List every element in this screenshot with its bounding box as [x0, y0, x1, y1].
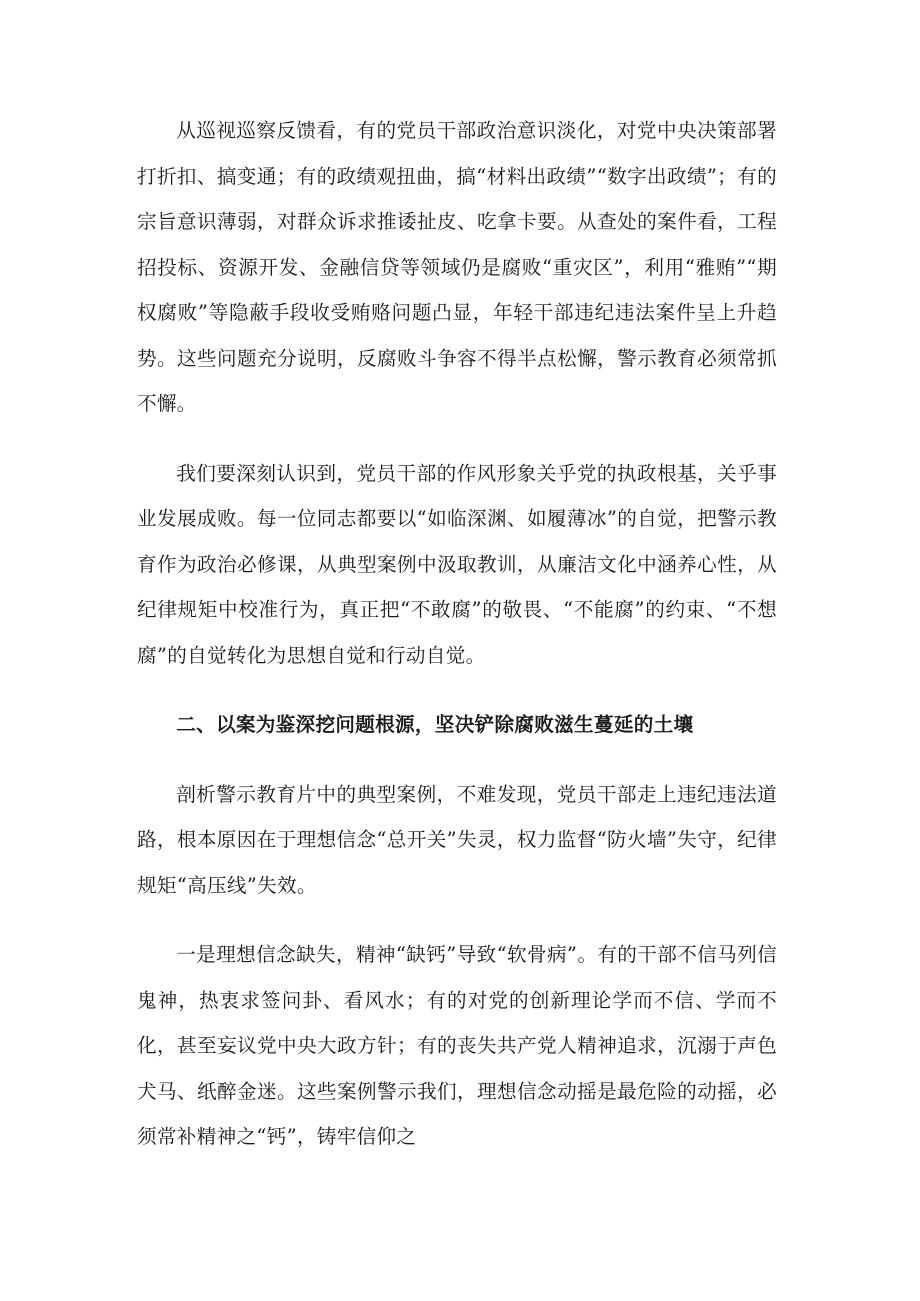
paragraph-case-analysis: 剖析警示教育片中的典型案例，不难发现，党员干部走上违纪违法道路，根本原因在于理想信念“总开关”失灵，权力监督“防火墙”失守，纪律规矩“高压线”失效。 [137, 782, 777, 897]
paragraph-inspection-feedback: 从巡视巡察反馈看，有的党员干部政治意识淡化，对党中央决策部署打折扣、搞变通；有的政绩观扭曲，搞“材料出政绩”“数字出政绩”；有的宗旨意识薄弱，对群众诉求推诿扯皮、吃拿卡要。从查处的案件看，工程招投标、资源开发、金融信贷等领域仍是腐败“重灾区”，利用“雅贿”“期权腐败”等隐蔽手段收受贿赂问题凸显，年轻干部违纪违法案件呈上升趋势。这些问题充分说明，反腐败斗争容不得半点松懈，警示教育必须常抓不懈。 [137, 119, 777, 415]
section-heading: 二、以案为鉴深挖问题根源，坚决铲除腐败滋生蔓延的土壤 [176, 713, 694, 736]
document-body [137, 108, 777, 1184]
paragraph-ideals-beliefs: 一是理想信念缺失，精神“缺钙”导致“软骨病”。有的干部不信马列信鬼神，热衷求签问卦、看风水；有的对党的创新理论学而不信、学而不化，甚至妄议党中央大政方针；有的丧失共产党人精神追求，沉溺于声色犬马、纸醉金迷。这些案例警示我们，理想信念动摇是最危险的动摇，必须常补精神之“钙”，铸牢信仰之 [137, 943, 777, 1148]
paragraph-deep-understanding: 我们要深刻认识到，党员干部的作风形象关乎党的执政根基，关乎事业发展成败。每一位同志都要以“如临深渊、如履薄冰”的自觉，把警示教育作为政治必修课，从典型案例中汲取教训，从廉洁文化中涵养心性，从纪律规矩中校准行为，真正把“不敢腐”的敬畏、“不能腐”的约束、“不想腐”的自觉转化为思想自觉和行动自觉。 [137, 461, 777, 667]
